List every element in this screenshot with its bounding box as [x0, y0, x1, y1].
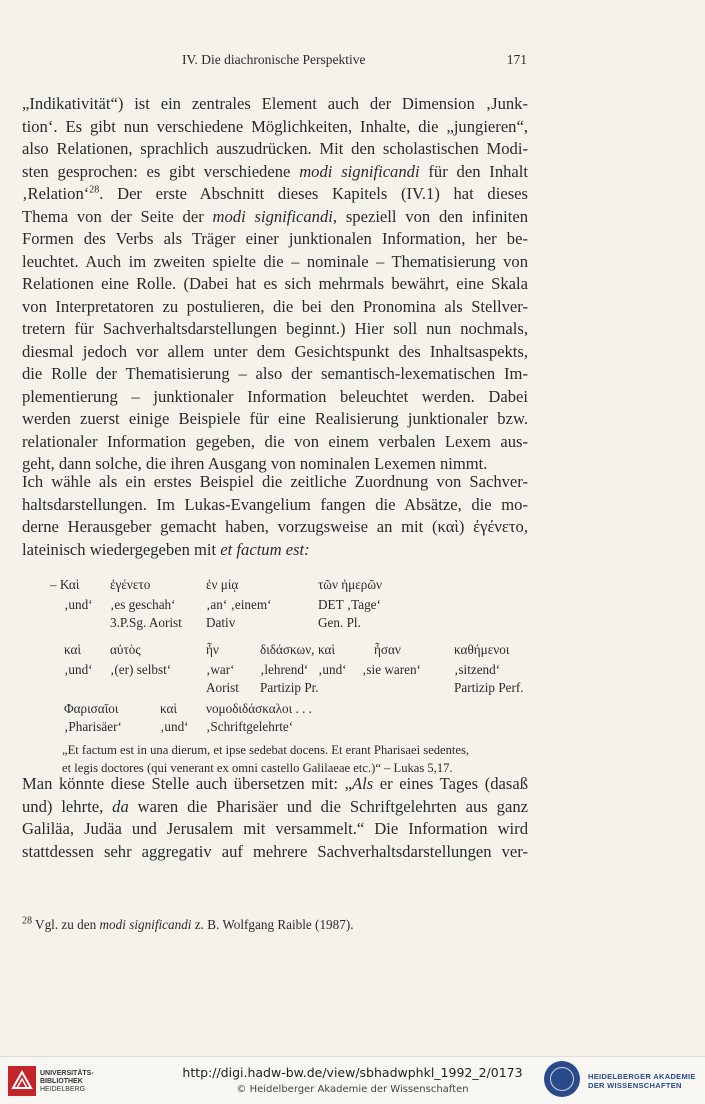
- greek-word: Φαρισαῖοι: [64, 701, 119, 716]
- german-gloss: ‚sitzend‘: [454, 662, 501, 677]
- german-gloss: ‚es geschah‘: [110, 597, 176, 612]
- greek-word: ἐν μίᾳ: [206, 577, 239, 592]
- running-title: IV. Die diachronische Perspektive: [182, 52, 366, 67]
- greek-word: καὶ: [160, 701, 177, 716]
- german-gloss: ‚war‘: [206, 662, 235, 677]
- quote-line: „Et factum est in una dierum, et ipse sedebat docens. Et erant Pharisaei sedentes,: [62, 743, 470, 757]
- text-line: „Indikativität“) ist ein zentrales Element auch der Dimension ‚Junk-: [22, 94, 528, 113]
- footnote: $^{28}$ Vgl. zu den modi significandi z. B. Wolfgang Raible (1987).: [22, 915, 354, 932]
- text-line: leuchtet. Auch im zweiten spielte die – nominale – Thematisierung von: [22, 251, 528, 271]
- footnote-number: 28: [22, 915, 32, 927]
- grammar-note: Gen. Pl.: [318, 615, 361, 630]
- greek-word: διδάσκων,: [260, 642, 315, 657]
- footnote-ref[interactable]: 28: [89, 184, 100, 196]
- text-line: Galiläa, Judäa und Jerusalem mit versammelt.“ Die Information wird: [22, 819, 528, 838]
- grammar-note: Partizip Perf.: [454, 680, 524, 695]
- greek-word: τῶν ἡμερῶν: [318, 577, 382, 592]
- academy-logo[interactable]: HEIDELBERGER AKADEMIE DER WISSENSCHAFTEN: [544, 1060, 702, 1100]
- text-line: Formen des Verbs als Träger einer junktionalen Information, her be-: [22, 229, 528, 248]
- italic-term: modi significandi: [99, 917, 192, 932]
- text-line: sten gesprochen: es gibt verschiedene modi significandi für den Inhalt: [22, 161, 528, 181]
- text-line: haltsdarstellungen. Im Lukas-Evangelium fangen die Absätze, die mo-: [22, 494, 528, 514]
- italic-term: modi significandi: [299, 161, 420, 181]
- greek-word: καὶ: [64, 642, 81, 657]
- text-line: die Rolle der Thematisierung – also der semantisch-lexematischen Im-: [22, 364, 528, 383]
- greek-word: αὐτὸς: [110, 642, 141, 657]
- text-line: Thema von der Seite der modi significandi, speziell von den infiniten: [22, 206, 528, 226]
- italic-term: et factum est:: [220, 539, 310, 559]
- greek-word: ἦσαν: [374, 642, 401, 657]
- academy-seal-icon: [544, 1061, 580, 1097]
- copyright-notice: © Heidelberger Akademie der Wissenschaften: [236, 1084, 469, 1095]
- german-gloss: ‚lehrend‘: [260, 662, 309, 677]
- italic-term: modi significandi: [212, 206, 333, 226]
- university-library-logo[interactable]: UNIVERSITÄTS- BIBLIOTHEK HEIDELBERG: [8, 1066, 88, 1096]
- german-gloss: ‚und‘: [64, 662, 93, 677]
- page-number: 171: [506, 52, 527, 67]
- greek-word: ἦν: [206, 642, 219, 657]
- text-line: relationaler Information gegeben, die von einem verbalen Lexem aus-: [22, 431, 528, 451]
- grammar-note: 3.P.Sg. Aorist: [110, 615, 182, 630]
- text-line: derne Herausgeber gemacht haben, vorzugsweise an mit (καὶ) ἐγένετο,: [22, 517, 528, 536]
- german-gloss: ‚Schriftgelehrte‘: [206, 719, 294, 734]
- italic-term: da: [112, 796, 129, 816]
- greek-word: καὶ: [318, 642, 335, 657]
- greek-word: ἐγένετο: [110, 577, 151, 592]
- german-gloss: ‚Pharisäer‘: [64, 719, 122, 734]
- grammar-note: Partizip Pr.: [260, 680, 319, 695]
- paragraph-3: [22, 773, 528, 863]
- paragraph-2: [22, 471, 528, 561]
- text-line: und) lehrte, da waren die Pharisäer und die Schriftgelehrten aus ganz: [22, 796, 528, 816]
- footer-bar: [0, 1056, 705, 1104]
- text-line: diesmal jedoch vor allem unter dem Gesichtspunkt des Inhaltsaspekts,: [22, 341, 528, 361]
- text-line: tion‘. Es gibt nun verschiedene Möglichkeiten, Inhalte, die „jungieren“,: [22, 116, 528, 136]
- text-line: Ich wähle als ein erstes Beispiel die zeitliche Zuordnung von Sachver-: [22, 472, 528, 491]
- greek-word: – Καὶ: [50, 577, 80, 592]
- quote-line: et legis doctores (qui venerant ex omni castello Galilaeae etc.)“ – Lukas 5,17.: [62, 761, 453, 775]
- text-line: plementierung – junktionaler Information beleuchtet werden. Dabei: [22, 386, 528, 406]
- permalink-url[interactable]: http://digi.hadw-bw.de/view/sbhadwphkl_1992_2/0173: [182, 1065, 523, 1080]
- german-gloss: ‚und‘: [160, 719, 189, 734]
- text-line: Man könnte diese Stelle auch übersetzen mit: „Als er eines Tages (dasaß: [22, 774, 528, 793]
- grammar-note: Aorist: [206, 680, 239, 695]
- paragraph-1: [22, 93, 528, 476]
- greek-word: καθήμενοι: [454, 642, 510, 657]
- german-gloss: ‚und‘: [64, 597, 93, 612]
- german-gloss: DET ‚Tage‘: [318, 597, 381, 612]
- german-gloss: ‚sie waren‘: [362, 662, 421, 677]
- text-line: tretern für Sachverhaltsdarstellungen beginnt.) Hier soll nun nochmals,: [22, 319, 528, 338]
- german-gloss: ‚an‘ ‚einem‘: [206, 597, 272, 612]
- text-line: stattdessen sehr aggregativ auf mehrere Sachverhaltsdarstellungen ver-: [22, 841, 528, 861]
- german-gloss: ‚und‘: [318, 662, 347, 677]
- text-line: werden zuerst einige Beispiele für eine Realisierung junktionaler bzw.: [22, 409, 528, 428]
- text-line: geht, dann solche, die ihren Ausgang von nominalen Lexemen nimmt.: [22, 454, 488, 473]
- text-line: Relationen eine Rolle. (Dabei hat es sich mehrmals bewährt, eine Skala: [22, 274, 528, 293]
- german-gloss: ‚(er) selbst‘: [110, 662, 172, 677]
- latin-quote: [62, 741, 528, 777]
- text-line: lateinisch wiedergegeben mit et factum est:: [22, 539, 310, 559]
- text-line: also Relationen, sprachlich auszudrücken. Mit den scholastischen Modi-: [22, 139, 528, 158]
- text-line: ‚Relation‘$^{28}$. Der erste Abschnitt dieses Kapitels (IV.1) hat dieses: [22, 184, 528, 203]
- grammar-note: Dativ: [206, 615, 236, 630]
- greek-word: νομοδιδάσκαλοι . . .: [206, 701, 312, 716]
- italic-term: Als: [351, 774, 374, 793]
- text-line: von Interpretatoren zu postulieren, die bei den Pronomina als Stellver-: [22, 296, 528, 316]
